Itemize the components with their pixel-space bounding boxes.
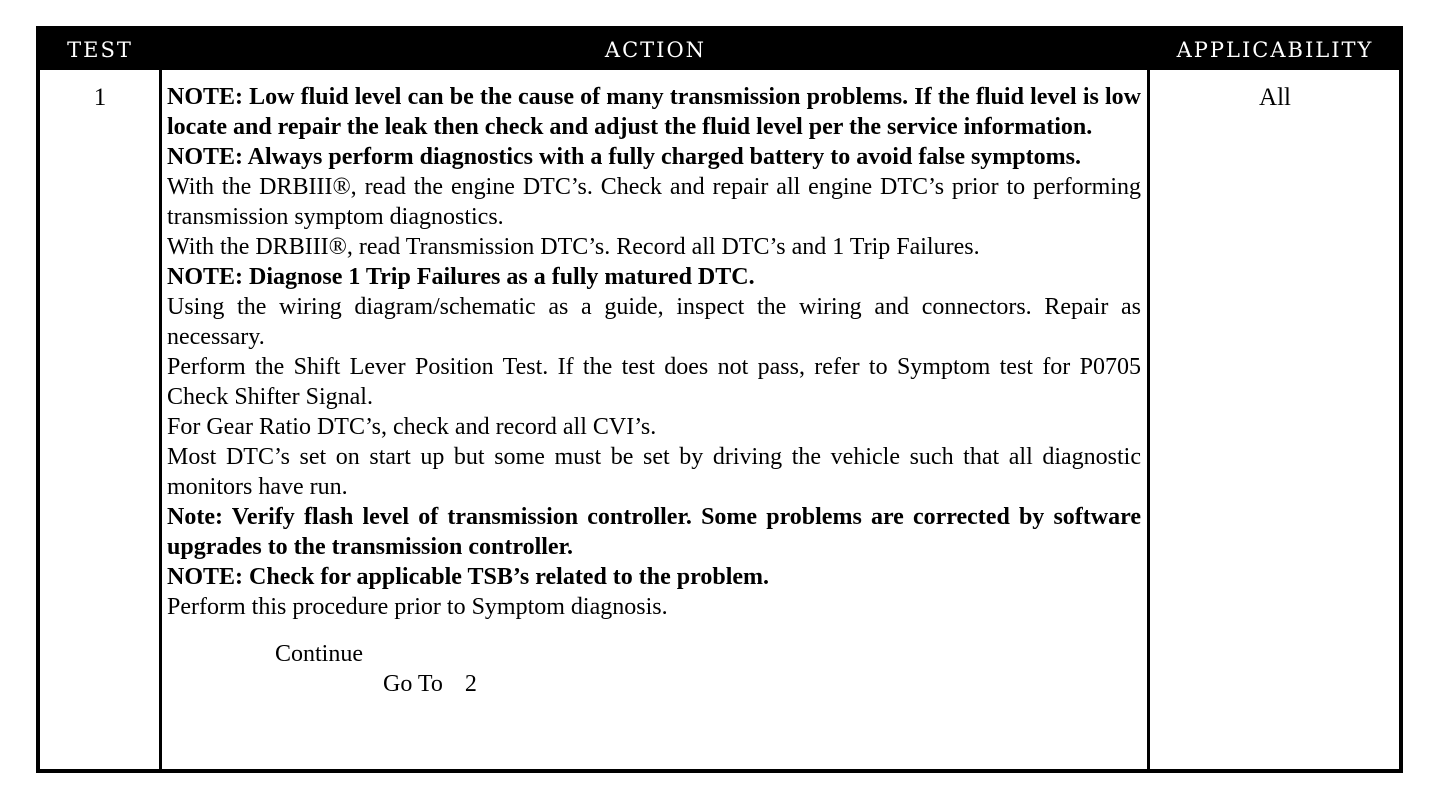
column-divider-test-action — [159, 30, 162, 769]
action-paragraph: Most DTC’s set on start up but some must be set by driving the vehicle such that all diagnostic monitors have run. — [167, 444, 1141, 500]
action-paragraph: Note: Verify flash level of transmission controller. Some problems are corrected by software upgrades to the transmission controller. — [167, 504, 1141, 560]
action-cell — [167, 82, 1141, 699]
action-paragraph: NOTE: Always perform diagnostics with a fully charged battery to avoid false symptoms. — [167, 144, 1081, 170]
diagnostic-table — [36, 26, 1403, 773]
action-paragraph: Using the wiring diagram/schematic as a guide, inspect the wiring and connectors. Repair as necessary. — [167, 294, 1141, 350]
action-paragraph: NOTE: Diagnose 1 Trip Failures as a fully matured DTC. — [167, 264, 755, 290]
column-divider-action-applicability — [1147, 30, 1150, 769]
header-action: ACTION — [604, 38, 707, 62]
goto-line — [383, 669, 1141, 699]
action-paragraph: NOTE: Low fluid level can be the cause of many transmission problems. If the fluid level is low locate and repair the leak then check and adjust the fluid level per the service information. — [167, 84, 1141, 140]
applicability-value: All — [1259, 84, 1291, 111]
goto-target: 2 — [464, 671, 477, 697]
action-paragraph: For Gear Ratio DTC’s, check and record all CVI’s. — [167, 414, 657, 440]
action-paragraph: Perform the Shift Lever Position Test. If the test does not pass, refer to Symptom test for P0705 Check Shifter Signal. — [167, 354, 1141, 410]
action-paragraph: With the DRBIII®, read Transmission DTC’s. Record all DTC’s and 1 Trip Failures. — [167, 234, 980, 260]
action-paragraphs — [167, 82, 1141, 622]
action-paragraph: NOTE: Check for applicable TSB’s related to the problem. — [167, 564, 770, 590]
header-applicability: APPLICABILITY — [1176, 38, 1374, 62]
action-paragraph: With the DRBIII®, read the engine DTC’s. Check and repair all engine DTC’s prior to performing transmission symptom diagnostics. — [167, 174, 1141, 230]
action-paragraph: Perform this procedure prior to Symptom diagnosis. — [167, 594, 668, 620]
test-number: 1 — [93, 84, 107, 111]
table-header-row — [40, 30, 1399, 70]
goto-label: Go To — [383, 671, 443, 697]
continue-label: Continue — [275, 641, 363, 667]
header-test: TEST — [67, 38, 133, 62]
